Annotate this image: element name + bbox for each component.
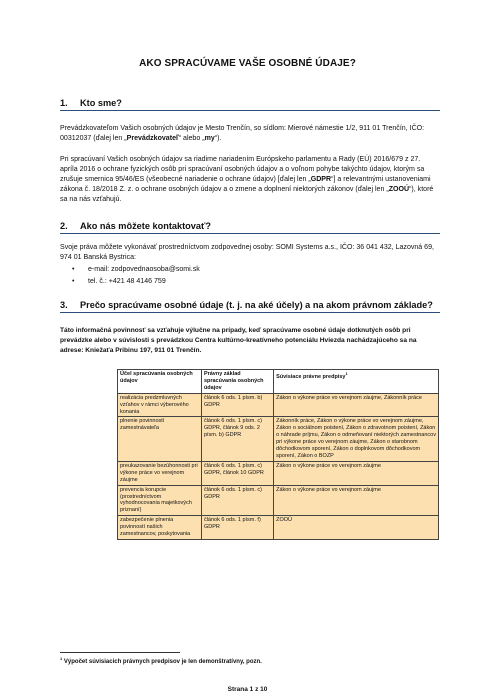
section-2-heading (60, 221, 440, 234)
section-3-title: Prečo spracúvame osobné údaje (t. j. na aké účely) a na akom právnom základe? (80, 300, 433, 310)
contact-email: e-mail: zodpovednaosoba@somi.sk (88, 266, 200, 273)
table-header-legal-basis: Právny základ spracúvania osobných údajov (201, 370, 273, 394)
footnote (60, 656, 262, 665)
text-run: “] a relevantnými ustanoveniami zákona č. 18/2018 Z. z. o ochrane osobných údajov a o zmene a doplnení niektorých zákonov (ďalej len „ (60, 176, 431, 193)
table-row (118, 516, 439, 540)
table-cell: Zákon o výkone práce vo verejnom záujme, Zákonník práce (274, 393, 439, 417)
text-run: Prevádzkovateľom Vašich osobných údajov je Mesto Trenčín, so sídlom: Mierové námestie 1/2, 911 01 Trenčín, IČO: 00312037 (ďalej len „ (60, 125, 425, 142)
contact-email-item (72, 265, 200, 275)
section-1-paragraph-1 (60, 124, 438, 144)
section-3-paragraph: Táto informačná povinnosť sa vzťahuje výlučne na prípady, keď spracúvame osobné údaje dotknutých osôb pri prevádzke alebo v súvislosti s prevádzkou Centra kultúrno-kreatívneho potenciálu Hviezda nachádzajúceho sa na adrese: Kniežaťa Pribinu 197, 911 01 Trenčín. (60, 327, 417, 354)
table-row (118, 417, 439, 461)
page-title: AKO SPRACÚVAME VAŠE OSOBNÉ ÚDAJE? (139, 58, 356, 69)
text-run-bold: ZOOÚ (388, 186, 410, 193)
bullet-icon: • (72, 278, 75, 285)
text-run: Pri spracúvaní Vašich osobných údajov sa riadime nariadením Európskeho parlamentu a Rady (EÚ) 2016/679 z 27. apríla 2016 o ochrane fyzických osôb pri spracúvaní osobných údajov a o voľnom pohybe takýchto údajov, ktorým sa zrušuje smernica 95/46/ES (všeobecné nariadenie o ochrane údajov) [ďalej len „ (60, 156, 425, 183)
text-run-bold: GDPR (310, 176, 332, 183)
table-cell: článok 6 ods. 1 písm. c) GDPR, článok 10 GDPR (201, 461, 273, 485)
table-row (118, 461, 439, 485)
table-cell: článok 6 ods. 1 písm. c) GDPR (201, 485, 273, 516)
table-cell: Zákon o výkone práce vo verejnom záujme (274, 485, 439, 516)
footnote-number: 1 (60, 656, 63, 661)
section-1-paragraph-2 (60, 155, 438, 205)
table-header-regulations (274, 370, 439, 394)
table-cell: zabezpečenie plnenia povinností našich zamestnancov, poskytovania (118, 516, 202, 540)
section-1-number: 1. (60, 98, 68, 108)
purposes-table (117, 369, 439, 540)
footnote-divider (60, 652, 180, 653)
text-run-bold: Prevádzkovateľ (126, 135, 179, 142)
table-cell: Zákon o výkone práce vo verejnom záujme (274, 461, 439, 485)
table-cell: článok 6 ods. 1 písm. c) GDPR, článok 9 ods. 2 písm. b) GDPR (201, 417, 273, 461)
text-run: “), ktoré sa na nás vzťahujú. (60, 186, 434, 203)
page-number: Strana 1 z 10 (227, 686, 268, 693)
section-1-title: Kto sme? (80, 98, 122, 108)
section-2-title: Ako nás môžete kontaktovať? (80, 221, 212, 231)
table-cell: článok 6 ods. 1 písm. f) GDPR (201, 516, 273, 540)
table-cell: ZOOÚ (274, 516, 439, 540)
table-cell: preukazovanie bezúhonnosti pri výkone práce vo verejnom záujme (118, 461, 202, 485)
text-run-bold: my (204, 135, 215, 142)
section-3-number: 3. (60, 300, 68, 310)
table-cell: Zákonník práce, Zákon o výkone práce vo verejnom záujme, Zákon o sociálnom poistení, Zákon o zdravotnom poistení, Zákon o náhrade príjmu, Zákon o odmeňovaní niektorých zamestnancov pri výkone práce vo verejnom záujme, Zákon o starobnom dôchodkovom sporení, Zákon o doplnkovom dôchodkovom sporení, Zákon o BOZP (274, 417, 439, 461)
section-2-number: 2. (60, 221, 68, 231)
contact-phone: tel. č.: +421 48 4146 759 (88, 278, 166, 285)
footnote-text: Výpočet súvisiacich právnych predpisov je len demonštratívny, pozn. (62, 659, 262, 665)
bullet-icon: • (72, 266, 75, 273)
section-1-heading (60, 98, 440, 111)
table-cell: realizácia predzmluvných vzťahov v rámci výberového konania (118, 393, 202, 417)
table-row (118, 485, 439, 516)
table-header-row (118, 370, 439, 394)
table-row (118, 393, 439, 417)
footnote-ref: 1 (345, 371, 348, 376)
table-header-purpose: Účel spracúvania osobných údajov (118, 370, 202, 394)
table-cell: plnenie povinností zamestnávateľa (118, 417, 202, 461)
text-run: “). (214, 135, 222, 142)
section-3-heading (60, 300, 440, 313)
header-text: Súvisiace právne predpisy (276, 373, 346, 380)
contact-phone-item (72, 277, 166, 287)
section-2-paragraph: Svoje práva môžete vykonávať prostredníctvom zodpovednej osoby: SOMI Systems a.s., IČO: 36 041 432, Lazovná 69, 974 01 Banská Bystrica: (60, 244, 434, 261)
table-cell: prevencia korupcie (prostredníctvom vyhodnocovania majetkových priznaní) (118, 485, 202, 516)
table-cell: článok 6 ods. 1 písm. b) GDPR (201, 393, 273, 417)
text-run: “ alebo „ (178, 135, 205, 142)
